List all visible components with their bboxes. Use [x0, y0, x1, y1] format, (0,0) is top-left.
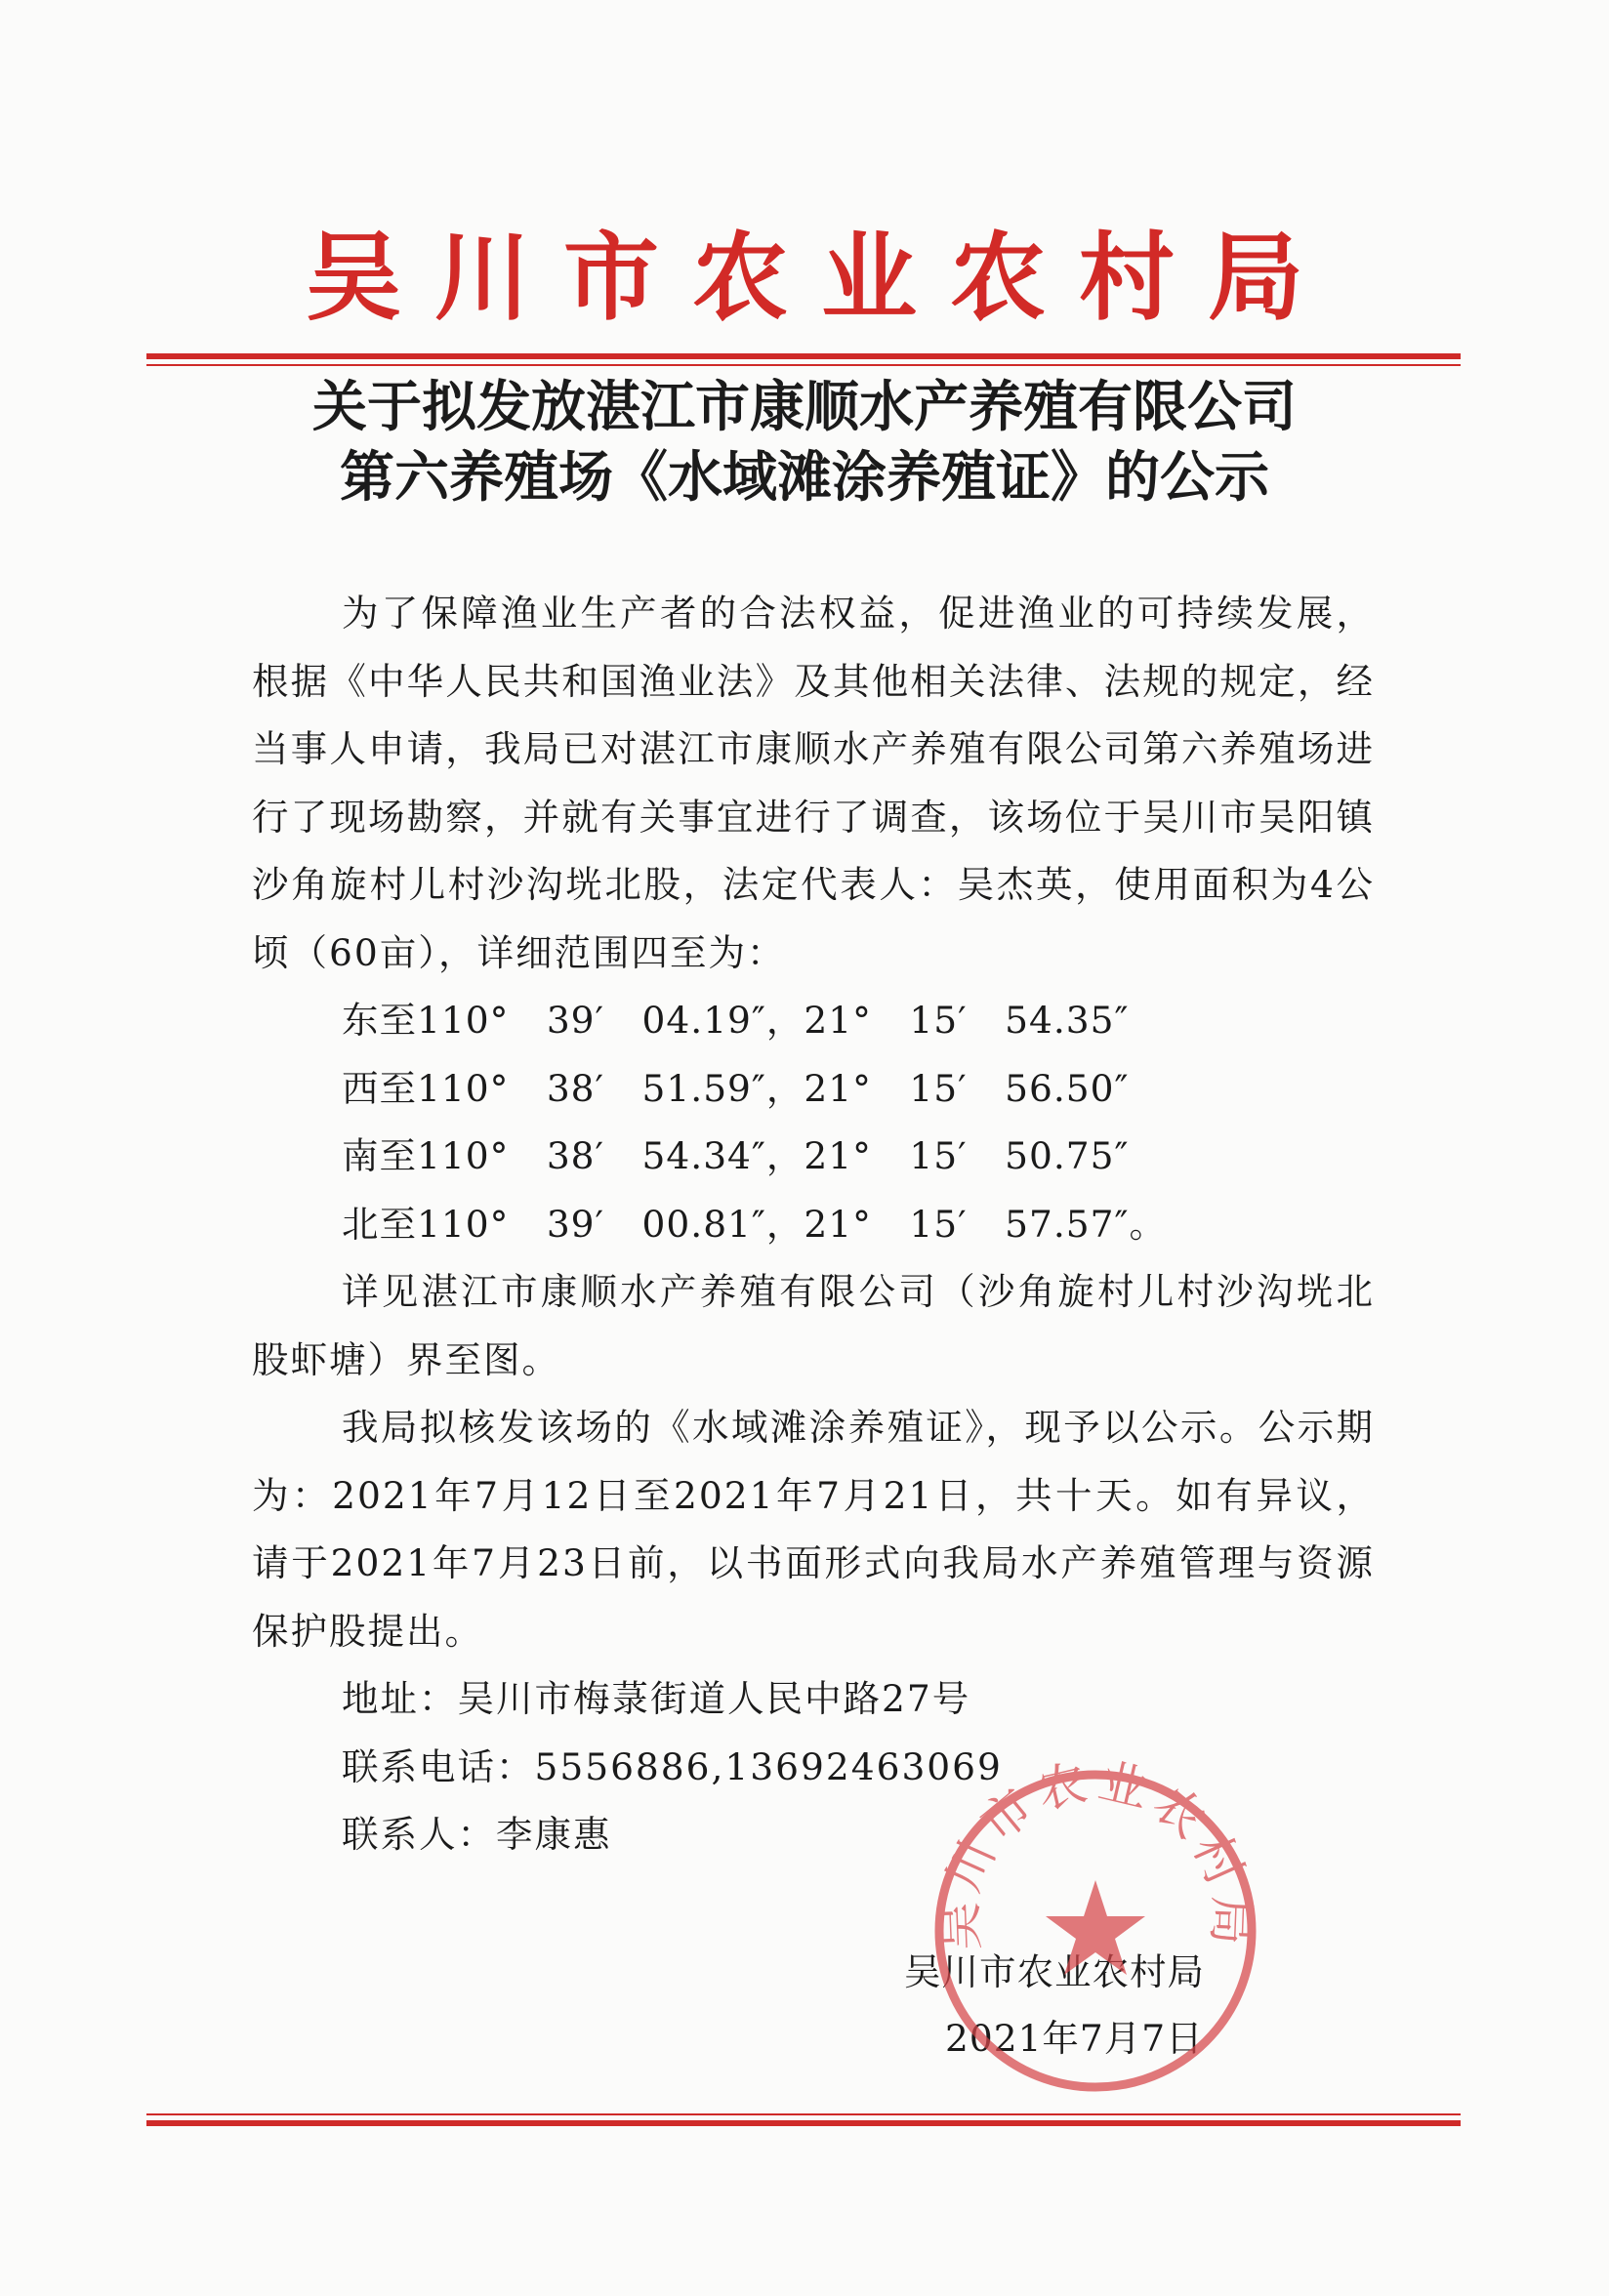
notice-title-line2: 第六养殖场《水域滩涂养殖证》的公示	[340, 446, 1269, 510]
footer-rule-thick	[146, 2120, 1461, 2126]
seal-text: 吴川市农业农村局	[930, 1755, 1260, 1952]
coordinate-south: 南至110° 38′ 54.34″，21° 15′ 50.75″	[342, 1134, 1130, 1177]
paragraph-map-reference: 详见湛江市康顺水产养殖有限公司（沙角旋村儿村沙沟垙北股虾塘）界至图。	[252, 1270, 1375, 1381]
contact-address: 地址：吴川市梅菉街道人民中路27号	[342, 1677, 971, 1720]
coordinate-east: 东至110° 39′ 04.19″，21° 15′ 54.35″	[342, 999, 1130, 1042]
footer-rule-thin	[146, 2113, 1461, 2115]
agency-header: 吴川市农业农村局	[305, 223, 1337, 334]
seal-star-icon	[1046, 1880, 1145, 1975]
paragraph-intro: 为了保障渔业生产者的合法权益，促进渔业的可持续发展，根据《中华人民共和国渔业法》及其他相关法律、法规的规定，经当事人申请，我局已对湛江市康顺水产养殖有限公司第六养殖场进行了现场勘察，并就有关事宜进行了调查，该场位于吴川市吴阳镇沙角旋村儿村沙沟垙北股，法定代表人：吴杰英，使用面积为4公顷（60亩），详细范围四至为：	[252, 592, 1375, 974]
contact-phone: 联系电话：5556886,13692463069	[342, 1744, 1003, 1788]
coordinate-north: 北至110° 39′ 00.81″，21° 15′ 57.57″。	[342, 1202, 1167, 1246]
boundary-coordinates	[252, 987, 1375, 1258]
signature-org: 吴川市农业农村局	[904, 1950, 1205, 1993]
signature-date: 2021年7月7日	[945, 2017, 1204, 2060]
paragraph-publicity-period: 我局拟核发该场的《水域滩涂养殖证》，现予以公示。公示期为：2021年7月12日至2021年7月21日，共十天。如有异议，请于2021年7月23日前，以书面形式向我局水产养殖管理与资源保护股提出。	[252, 1406, 1375, 1653]
official-seal-stamp	[920, 1755, 1271, 2107]
contact-person: 联系人：李康惠	[342, 1813, 612, 1856]
coordinate-west: 西至110° 38′ 51.59″，21° 15′ 56.50″	[342, 1066, 1130, 1110]
notice-body	[252, 580, 1375, 1869]
header-rule-thick	[146, 353, 1461, 359]
notice-title-line1: 关于拟发放湛江市康顺水产养殖有限公司	[312, 376, 1297, 439]
header-rule-thin	[146, 364, 1461, 366]
